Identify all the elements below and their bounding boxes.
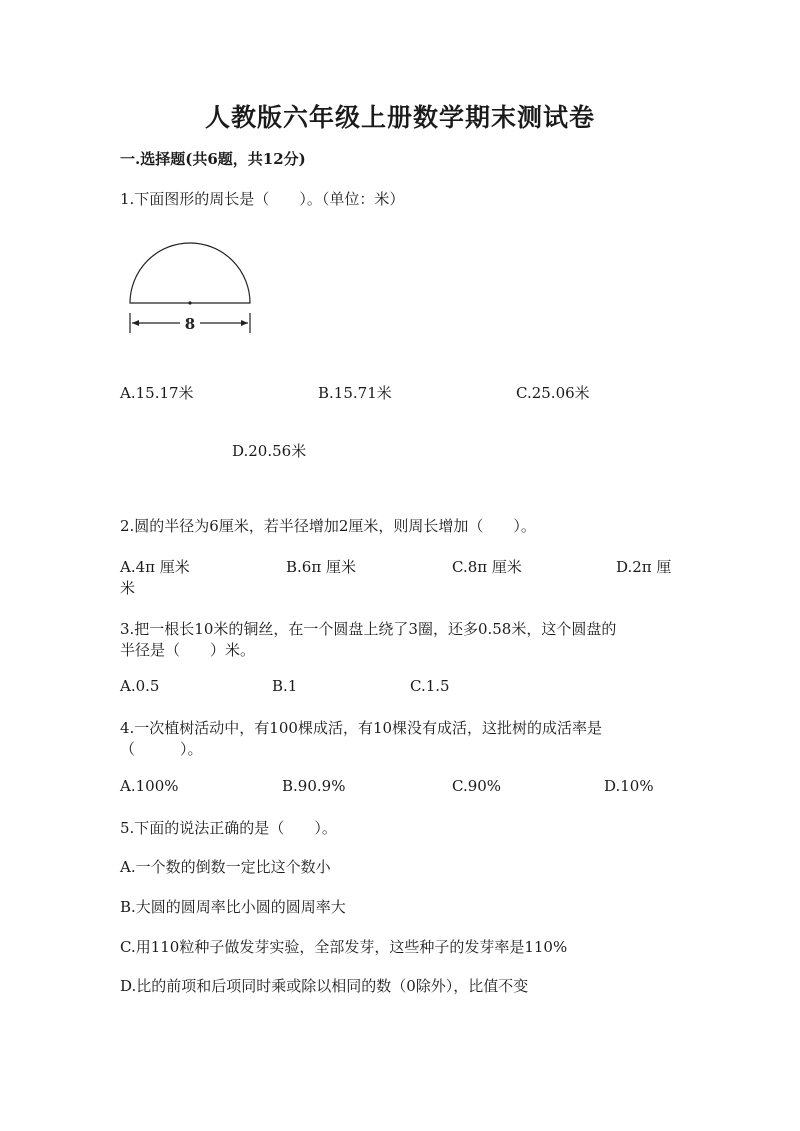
q3-option-b[interactable]: B.1 (272, 677, 298, 695)
q5-option-d[interactable]: D.比的前项和后项同时乘或除以相同的数（0除外），比值不变 (120, 977, 529, 995)
q2-option-a[interactable]: A.4π 厘米 (120, 558, 190, 576)
q5-option-b[interactable]: B.大圆的圆周率比小圆的圆周率大 (120, 898, 346, 916)
q4-option-a[interactable]: A.100% (120, 777, 179, 795)
q1-option-a[interactable]: A.15.17米 (120, 384, 194, 402)
question-1-stem: 1.下面图形的周长是（ ）。（单位：米） (120, 190, 405, 208)
q1-option-b[interactable]: B.15.71米 (318, 384, 392, 402)
q4-option-d[interactable]: D.10% (604, 777, 654, 795)
question-5-stem: 5.下面的说法正确的是（ ）。 (120, 819, 337, 837)
q5-option-a[interactable]: A.一个数的倒数一定比这个数小 (120, 858, 331, 876)
question-3-stem-line1: 3.把一根长10米的铜丝，在一个圆盘上绕了3圈，还多0.58米，这个圆盘的 (120, 620, 617, 638)
section-heading: 一.选择题(共6题，共12分) (120, 150, 306, 168)
q2-option-d-wrap: 米 (120, 579, 136, 597)
q3-option-a[interactable]: A.0.5 (120, 677, 160, 695)
q2-option-d[interactable]: D.2π 厘 (616, 558, 672, 576)
question-4-stem-line1: 4.一次植树活动中，有100棵成活，有10棵没有成活，这批树的成活率是 (120, 719, 603, 737)
q2-option-c[interactable]: C.8π 厘米 (452, 558, 522, 576)
diameter-label: 8 (184, 315, 196, 333)
semicircle-outline (130, 243, 250, 303)
q1-option-c[interactable]: C.25.06米 (516, 384, 590, 402)
arrow-right-icon (241, 320, 248, 326)
q1-option-d[interactable]: D.20.56米 (232, 442, 307, 460)
center-dot (188, 301, 191, 304)
arrow-left-icon (132, 320, 139, 326)
q4-option-c[interactable]: C.90% (452, 777, 502, 795)
q3-option-c[interactable]: C.1.5 (410, 677, 450, 695)
q2-option-b[interactable]: B.6π 厘米 (286, 558, 356, 576)
semicircle-figure (120, 235, 260, 345)
question-4-stem-line2: （ ）。 (120, 740, 203, 758)
q4-option-b[interactable]: B.90.9% (282, 777, 346, 795)
page-title: 人教版六年级上册数学期末测试卷 (204, 103, 595, 132)
question-2-stem: 2.圆的半径为6厘米，若半径增加2厘米，则周长增加（ ）。 (120, 517, 536, 535)
q5-option-c[interactable]: C.用110粒种子做发芽实验，全部发芽，这些种子的发芽率是110% (120, 938, 568, 956)
question-3-stem-line2: 半径是（ ）米。 (120, 641, 256, 659)
